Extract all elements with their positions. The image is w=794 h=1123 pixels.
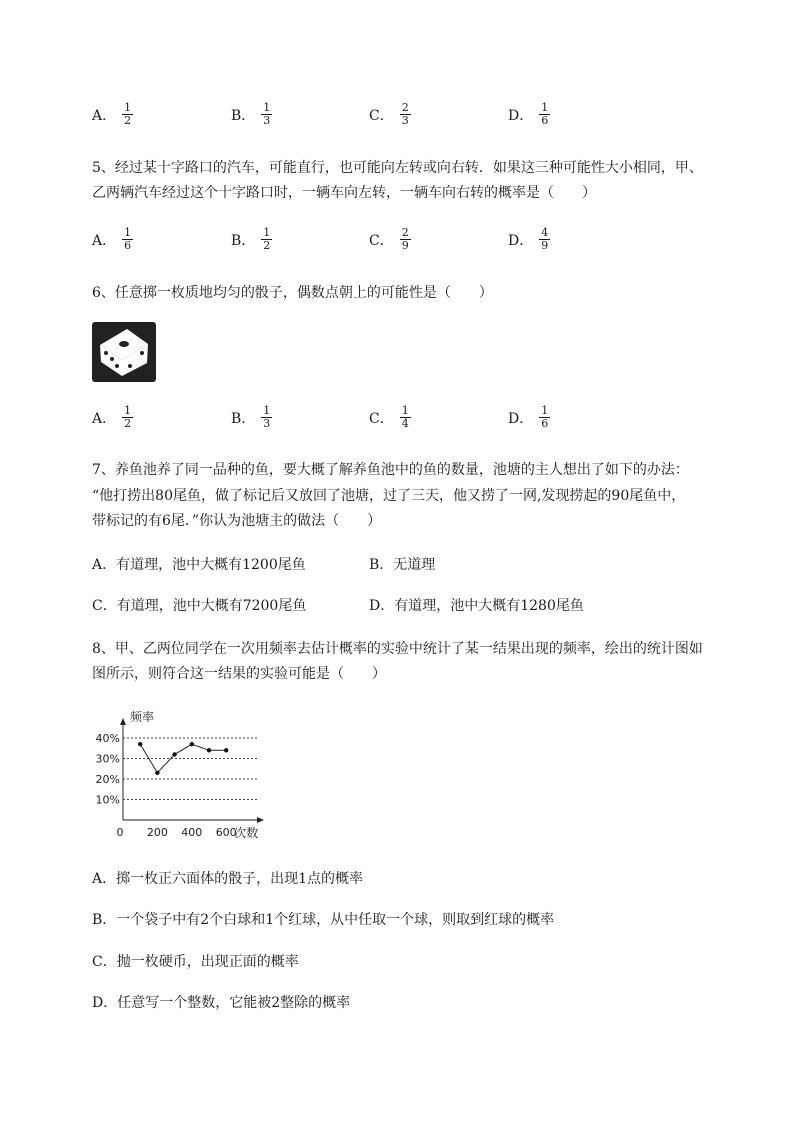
q7-stem-line2: “他打捞出80尾鱼，做了标记后又放回了池塘，过了三天，他又捞了一网,发现捞起的90尾鱼中， [92,488,686,504]
fraction [539,227,550,252]
numerator: 4 [541,226,549,239]
numerator: 1 [124,101,132,114]
denominator: 6 [541,114,549,127]
option-letter: D． [508,410,534,427]
x-tick-label: 400 [181,826,203,839]
data-point [138,742,142,746]
q8-option-b[interactable]: B．一个袋子中有2个白球和1个红球，从中任取一个球，则取到红球的概率 [92,912,555,928]
fraction [400,227,411,252]
data-point [207,748,211,752]
q8-stem-line2: 图所示，则符合这一结果的实验可能是（ ） [92,666,386,682]
q5-stem-line2: 乙两辆汽车经过这个十字路口时，一辆车向左转，一辆车向右转的概率是（ ） [92,185,596,201]
y-tick-label: 30% [95,752,120,766]
q7-stem-line3: 带标记的有6尾．”你认为池塘主的做法（ ） [92,513,382,529]
denominator: 6 [124,239,132,252]
numerator: 1 [401,404,409,417]
dice-pip [104,351,108,355]
fraction [261,102,272,127]
numerator: 1 [263,404,271,417]
option-letter: B． [231,107,256,124]
denominator: 9 [541,239,549,252]
data-point [190,742,194,746]
data-point [172,752,176,756]
x-tick-label: 200 [146,826,168,839]
y-tick-label: 10% [95,793,120,807]
option-letter: A． [92,107,117,124]
dice-pip [119,341,129,347]
q7-option-b[interactable]: B．无道理 [369,557,436,573]
fraction [122,102,133,127]
denominator: 2 [124,114,132,127]
fraction [539,405,550,430]
numerator: 1 [541,101,549,114]
denominator: 2 [263,239,271,252]
q8-option-d[interactable]: D．任意写一个整数，它能被2整除的概率 [92,995,351,1011]
fraction [400,405,411,430]
denominator: 3 [401,114,409,127]
option-letter: D． [508,107,534,124]
x-tick-label: 600 [215,826,237,839]
x-axis-title: 次数 [234,826,259,840]
y-axis-arrow [120,718,126,725]
numerator: 1 [124,404,132,417]
q6-options [92,405,692,437]
numerator: 1 [263,101,271,114]
q5-option-b[interactable] [231,227,272,252]
fraction [539,102,550,127]
numerator: 1 [541,404,549,417]
x-tick-label: 0 [116,826,124,839]
q7-option-c[interactable]: C．有道理，池中大概有7200尾鱼 [92,598,307,614]
denominator: 6 [541,417,549,430]
q5-stem-line1: 5、经过某十字路口的汽车，可能直行，也可能向左转或向右转．如果这三种可能性大小相同，甲、 [92,160,703,176]
q6-stem: 6、任意掷一枚质地均匀的骰子，偶数点朝上的可能性是（ ） [92,285,493,301]
frequency-chart [88,706,298,844]
q7-option-a[interactable]: A．有道理，池中大概有1200尾鱼 [92,557,306,573]
q4-option-b[interactable] [231,102,272,127]
dice-pip [115,364,119,368]
q4-option-a[interactable] [92,102,133,127]
option-letter: A． [92,410,117,427]
fraction [261,405,272,430]
q7-stem-line1: 7、养鱼池养了同一品种的鱼，要大概了解养鱼池中的鱼的数量，池塘的主人想出了如下的办法： [92,462,689,478]
dice-image [92,322,156,382]
fraction [261,227,272,252]
option-letter: C． [369,232,394,249]
option-letter: B． [231,232,256,249]
q8-option-a[interactable]: A．掷一枚正六面体的骰子，出现1点的概率 [92,871,364,887]
q5-option-a[interactable] [92,227,133,252]
data-point [155,771,159,775]
numerator: 2 [401,101,409,114]
q8-option-c[interactable]: C．抛一枚硬币，出现正面的概率 [92,954,299,970]
q4-options [92,102,692,134]
q6-option-d[interactable] [508,405,550,430]
q4-option-c[interactable] [369,102,411,127]
fraction [122,405,133,430]
y-tick-label: 40% [95,732,120,745]
q8-stem-line1: 8、甲、乙两位同学在一次用频率去估计概率的实验中统计了某一结果出现的频率，绘出的统计图如 [92,641,703,657]
q6-option-a[interactable] [92,405,133,430]
denominator: 3 [263,417,271,430]
numerator: 1 [124,226,132,239]
option-letter: D． [508,232,534,249]
fraction [400,102,411,127]
dice-pip [110,357,114,361]
dice-pip [140,351,144,355]
dice-pip [128,364,132,368]
numerator: 1 [263,226,271,239]
denominator: 4 [401,417,409,430]
x-axis-arrow [257,817,264,823]
denominator: 2 [124,417,132,430]
q5-option-d[interactable] [508,227,550,252]
option-letter: C． [369,410,394,427]
fraction [122,227,133,252]
option-letter: A． [92,232,117,249]
y-tick-label: 20% [95,773,120,786]
q5-options [92,227,692,259]
q6-option-c[interactable] [369,405,411,430]
q6-option-b[interactable] [231,405,272,430]
data-point [224,748,228,752]
denominator: 3 [263,114,271,127]
denominator: 9 [401,239,409,252]
q5-option-c[interactable] [369,227,411,252]
numerator: 2 [401,226,409,239]
q7-option-d[interactable]: D．有道理，池中大概有1280尾鱼 [369,598,584,614]
option-letter: C． [369,107,394,124]
option-letter: B． [231,410,256,427]
q4-option-d[interactable] [508,102,550,127]
y-axis-title: 频率 [130,710,155,724]
